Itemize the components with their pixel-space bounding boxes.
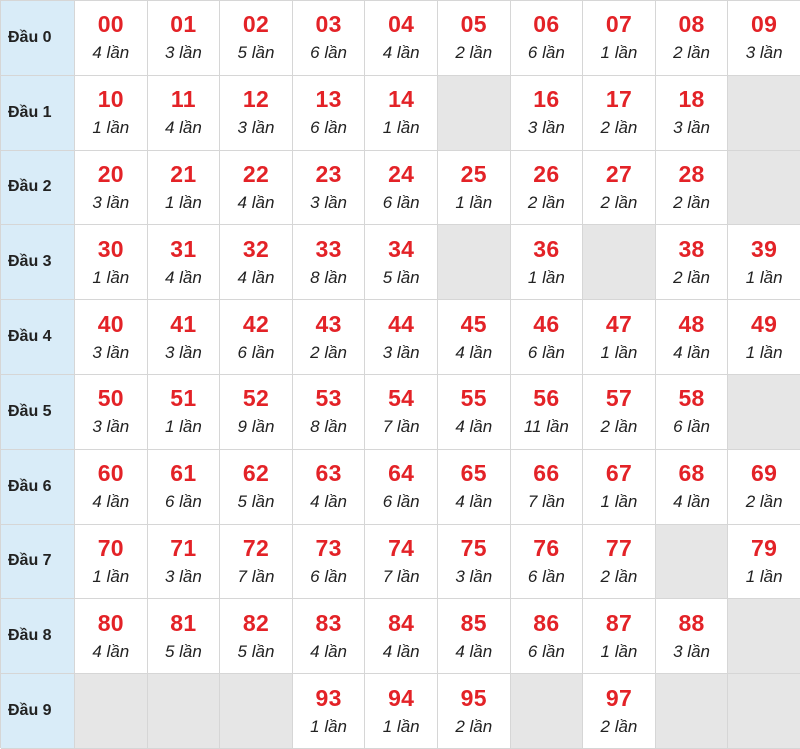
occurrence-count: 6 lần	[527, 342, 565, 362]
lottery-number: 13	[315, 86, 342, 113]
occurrence-count: 1 lần	[600, 43, 638, 63]
occurrence-count: 7 lần	[382, 417, 420, 437]
occurrence-count: 2 lần	[673, 267, 710, 287]
number-cell	[75, 450, 148, 525]
lottery-number: 73	[315, 534, 342, 561]
lottery-number: 31	[170, 235, 197, 262]
lottery-number: 17	[605, 86, 633, 113]
occurrence-count: 1 lần	[600, 641, 638, 661]
number-cell	[438, 450, 511, 525]
occurrence-count: 6 lần	[237, 342, 275, 362]
number-cell	[75, 76, 148, 151]
occurrence-count: 3 lần	[673, 641, 710, 661]
lottery-number: 32	[242, 235, 270, 262]
lottery-number: 97	[605, 684, 633, 711]
occurrence-count: 8 lần	[310, 267, 348, 287]
number-cell	[511, 450, 584, 525]
number-cell	[220, 599, 293, 674]
occurrence-count: 2 lần	[600, 566, 638, 586]
lottery-number: 27	[605, 160, 633, 187]
number-cell	[148, 151, 221, 226]
empty-cell	[728, 599, 800, 674]
number-cell	[148, 599, 221, 674]
lottery-number: 12	[242, 86, 270, 113]
number-cell	[583, 525, 656, 600]
empty-cell	[438, 225, 511, 300]
lottery-number: 83	[315, 609, 342, 636]
lottery-number: 65	[460, 460, 487, 487]
occurrence-count: 1 lần	[527, 267, 565, 287]
occurrence-count: 4 lần	[455, 342, 493, 362]
occurrence-count: 1 lần	[92, 118, 130, 138]
occurrence-count: 2 lần	[455, 43, 493, 63]
occurrence-count: 7 lần	[382, 566, 420, 586]
lottery-number: 79	[751, 534, 778, 561]
occurrence-count: 1 lần	[310, 716, 348, 736]
lottery-number: 56	[533, 385, 560, 412]
number-cell	[583, 599, 656, 674]
lottery-number: 34	[388, 235, 415, 262]
lottery-number: 21	[170, 160, 197, 187]
lottery-number: 14	[388, 86, 415, 113]
occurrence-count: 6 lần	[310, 566, 348, 586]
number-cell	[293, 375, 366, 450]
lottery-number: 85	[460, 609, 487, 636]
lottery-number: 18	[678, 86, 705, 113]
lottery-number: 11	[170, 86, 196, 113]
row-header: Đầu 6	[1, 450, 75, 525]
number-cell	[293, 225, 366, 300]
number-cell	[511, 375, 584, 450]
occurrence-count: 4 lần	[455, 492, 493, 512]
lottery-number: 72	[242, 534, 270, 561]
occurrence-count: 4 lần	[310, 641, 348, 661]
lottery-number: 61	[170, 460, 197, 487]
occurrence-count: 4 lần	[673, 342, 710, 362]
empty-cell	[438, 76, 511, 151]
occurrence-count: 4 lần	[92, 492, 130, 512]
lottery-number: 66	[533, 460, 560, 487]
number-cell	[365, 375, 438, 450]
lottery-number: 45	[460, 310, 487, 337]
number-cell	[438, 1, 511, 76]
number-cell	[220, 450, 293, 525]
lottery-number: 52	[242, 385, 270, 412]
number-cell	[438, 151, 511, 226]
lottery-number: 81	[170, 609, 197, 636]
number-cell	[220, 76, 293, 151]
number-cell	[75, 225, 148, 300]
lottery-number: 60	[97, 460, 124, 487]
occurrence-count: 2 lần	[455, 716, 493, 736]
lottery-number: 24	[388, 160, 415, 187]
row-header: Đầu 4	[1, 300, 75, 375]
occurrence-count: 1 lần	[745, 566, 783, 586]
number-cell	[656, 450, 729, 525]
lottery-number: 09	[751, 11, 778, 38]
number-cell	[438, 375, 511, 450]
occurrence-count: 4 lần	[455, 641, 493, 661]
number-cell	[365, 1, 438, 76]
lottery-number: 75	[460, 534, 487, 561]
occurrence-count: 3 lần	[92, 342, 130, 362]
row-header: Đầu 7	[1, 525, 75, 600]
number-cell	[583, 1, 656, 76]
number-cell	[583, 375, 656, 450]
number-cell	[511, 525, 584, 600]
empty-cell	[511, 674, 584, 749]
lottery-number: 67	[605, 460, 633, 487]
lottery-number: 43	[315, 310, 342, 337]
occurrence-count: 1 lần	[745, 267, 783, 287]
number-cell	[148, 375, 221, 450]
number-cell	[583, 76, 656, 151]
number-cell	[75, 151, 148, 226]
lottery-number: 53	[315, 385, 342, 412]
number-cell	[583, 151, 656, 226]
occurrence-count: 1 lần	[455, 192, 493, 212]
number-cell	[148, 225, 221, 300]
number-cell	[293, 525, 366, 600]
number-cell	[293, 599, 366, 674]
lottery-number: 10	[97, 86, 124, 113]
occurrence-count: 4 lần	[92, 641, 130, 661]
number-cell	[656, 151, 729, 226]
row-header: Đầu 5	[1, 375, 75, 450]
number-cell	[220, 225, 293, 300]
occurrence-count: 5 lần	[382, 267, 420, 287]
number-cell	[148, 525, 221, 600]
empty-cell	[75, 674, 148, 749]
occurrence-count: 6 lần	[382, 192, 420, 212]
occurrence-count: 2 lần	[745, 492, 783, 512]
number-cell	[438, 599, 511, 674]
lottery-number: 30	[97, 235, 124, 262]
lottery-number: 23	[315, 160, 342, 187]
lottery-number: 48	[678, 310, 705, 337]
row-header: Đầu 0	[1, 1, 75, 76]
occurrence-count: 5 lần	[237, 43, 275, 63]
number-cell	[656, 375, 729, 450]
occurrence-count: 4 lần	[164, 118, 202, 138]
number-cell	[438, 525, 511, 600]
number-cell	[511, 225, 584, 300]
lottery-number: 02	[242, 11, 270, 38]
number-cell	[365, 674, 438, 749]
lottery-number: 16	[533, 86, 560, 113]
lottery-number: 55	[460, 385, 487, 412]
row-header: Đầu 8	[1, 599, 75, 674]
lottery-number: 68	[678, 460, 705, 487]
occurrence-count: 6 lần	[310, 118, 348, 138]
number-cell	[365, 450, 438, 525]
lottery-number: 80	[97, 609, 124, 636]
lottery-number: 08	[678, 11, 705, 38]
number-cell	[148, 300, 221, 375]
number-cell	[728, 300, 800, 375]
number-cell	[220, 151, 293, 226]
occurrence-count: 6 lần	[527, 566, 565, 586]
number-cell	[656, 1, 729, 76]
number-cell	[656, 300, 729, 375]
occurrence-count: 3 lần	[745, 43, 783, 63]
occurrence-count: 1 lần	[600, 492, 638, 512]
lottery-number: 95	[460, 684, 487, 711]
occurrence-count: 3 lần	[237, 118, 275, 138]
number-cell	[438, 300, 511, 375]
occurrence-count: 1 lần	[600, 342, 638, 362]
occurrence-count: 3 lần	[673, 118, 710, 138]
lottery-number: 28	[678, 160, 705, 187]
occurrence-count: 3 lần	[527, 118, 565, 138]
number-cell	[583, 300, 656, 375]
occurrence-count: 3 lần	[92, 192, 130, 212]
empty-cell	[583, 225, 656, 300]
occurrence-count: 1 lần	[745, 342, 783, 362]
occurrence-count: 4 lần	[92, 43, 130, 63]
lottery-number: 69	[751, 460, 778, 487]
row-header: Đầu 3	[1, 225, 75, 300]
number-cell	[220, 525, 293, 600]
lottery-number: 36	[533, 235, 560, 262]
lottery-number: 77	[605, 534, 633, 561]
lottery-number: 04	[388, 11, 415, 38]
lottery-number: 93	[315, 684, 342, 711]
lottery-number: 01	[170, 11, 197, 38]
number-cell	[656, 599, 729, 674]
number-cell	[75, 300, 148, 375]
lottery-number: 74	[388, 534, 415, 561]
number-cell	[365, 76, 438, 151]
number-cell	[220, 375, 293, 450]
lottery-number: 82	[242, 609, 270, 636]
lottery-number: 40	[97, 310, 124, 337]
occurrence-count: 6 lần	[673, 417, 710, 437]
lottery-number: 42	[242, 310, 270, 337]
lottery-number: 41	[170, 310, 197, 337]
occurrence-count: 1 lần	[382, 716, 420, 736]
lottery-number: 49	[751, 310, 778, 337]
number-cell	[365, 525, 438, 600]
lottery-number: 22	[242, 160, 270, 187]
occurrence-count: 8 lần	[310, 417, 348, 437]
lottery-number: 58	[678, 385, 705, 412]
number-cell	[365, 225, 438, 300]
occurrence-count: 6 lần	[382, 492, 420, 512]
occurrence-count: 4 lần	[382, 43, 420, 63]
row-header: Đầu 9	[1, 674, 75, 749]
number-cell	[583, 450, 656, 525]
occurrence-count: 1 lần	[92, 267, 130, 287]
number-cell	[293, 151, 366, 226]
number-cell	[365, 599, 438, 674]
number-cell	[75, 599, 148, 674]
empty-cell	[728, 375, 800, 450]
number-cell	[293, 300, 366, 375]
lottery-number: 50	[97, 385, 124, 412]
occurrence-count: 3 lần	[164, 342, 202, 362]
number-cell	[511, 599, 584, 674]
lottery-number: 54	[388, 385, 415, 412]
occurrence-count: 6 lần	[527, 43, 565, 63]
lottery-number: 25	[460, 160, 487, 187]
occurrence-count: 4 lần	[382, 641, 420, 661]
occurrence-count: 3 lần	[455, 566, 493, 586]
lottery-number: 88	[678, 609, 705, 636]
lottery-number: 94	[388, 684, 415, 711]
number-cell	[220, 1, 293, 76]
number-cell	[728, 450, 800, 525]
number-cell	[511, 1, 584, 76]
number-cell	[293, 674, 366, 749]
lottery-number: 00	[97, 11, 124, 38]
empty-cell	[148, 674, 221, 749]
lottery-number: 57	[605, 385, 633, 412]
lottery-number: 20	[97, 160, 124, 187]
occurrence-count: 1 lần	[382, 118, 420, 138]
occurrence-count: 6 lần	[527, 641, 565, 661]
empty-cell	[728, 674, 800, 749]
number-cell	[365, 151, 438, 226]
occurrence-count: 4 lần	[310, 492, 348, 512]
lottery-number: 33	[315, 235, 342, 262]
lottery-number: 51	[170, 385, 197, 412]
occurrence-count: 2 lần	[600, 716, 638, 736]
lottery-number: 26	[533, 160, 560, 187]
number-cell	[293, 450, 366, 525]
lottery-number: 39	[751, 235, 778, 262]
number-cell	[293, 1, 366, 76]
lottery-number: 46	[533, 310, 560, 337]
occurrence-count: 5 lần	[164, 641, 202, 661]
occurrence-count: 4 lần	[237, 267, 275, 287]
occurrence-count: 4 lần	[164, 267, 202, 287]
occurrence-count: 3 lần	[164, 566, 202, 586]
occurrence-count: 2 lần	[673, 192, 710, 212]
number-cell	[75, 525, 148, 600]
number-cell	[656, 225, 729, 300]
row-header: Đầu 2	[1, 151, 75, 226]
lottery-number: 38	[678, 235, 705, 262]
occurrence-count: 2 lần	[600, 118, 638, 138]
number-cell	[293, 76, 366, 151]
lottery-number: 47	[605, 310, 633, 337]
occurrence-count: 7 lần	[527, 492, 565, 512]
occurrence-count: 1 lần	[164, 417, 202, 437]
empty-cell	[656, 674, 729, 749]
number-cell	[728, 525, 800, 600]
lottery-number: 03	[315, 11, 342, 38]
number-cell	[148, 450, 221, 525]
empty-cell	[728, 151, 800, 226]
number-cell	[728, 225, 800, 300]
empty-cell	[656, 525, 729, 600]
lottery-number: 87	[605, 609, 633, 636]
number-cell	[75, 1, 148, 76]
number-cell	[511, 76, 584, 151]
occurrence-count: 4 lần	[455, 417, 493, 437]
lottery-number: 63	[315, 460, 342, 487]
occurrence-count: 11 lần	[523, 417, 569, 437]
lottery-number: 06	[533, 11, 560, 38]
occurrence-count: 2 lần	[600, 192, 638, 212]
number-cell	[728, 1, 800, 76]
lottery-number: 86	[533, 609, 560, 636]
number-cell	[511, 151, 584, 226]
lottery-number: 44	[388, 310, 415, 337]
number-cell	[583, 674, 656, 749]
number-cell	[511, 300, 584, 375]
occurrence-count: 7 lần	[237, 566, 275, 586]
occurrence-count: 4 lần	[673, 492, 710, 512]
number-cell	[365, 300, 438, 375]
occurrence-count: 1 lần	[164, 192, 202, 212]
empty-cell	[220, 674, 293, 749]
number-cell	[148, 1, 221, 76]
occurrence-count: 2 lần	[310, 342, 348, 362]
occurrence-count: 2 lần	[673, 43, 710, 63]
lottery-number: 76	[533, 534, 560, 561]
number-cell	[438, 674, 511, 749]
lottery-number: 70	[97, 534, 124, 561]
lottery-number: 71	[170, 534, 197, 561]
lottery-number: 64	[388, 460, 415, 487]
lottery-number: 07	[605, 11, 633, 38]
occurrence-count: 3 lần	[310, 192, 348, 212]
occurrence-count: 3 lần	[164, 43, 202, 63]
lottery-number: 84	[388, 609, 415, 636]
lottery-number: 05	[460, 11, 487, 38]
occurrence-count: 2 lần	[527, 192, 565, 212]
number-cell	[656, 76, 729, 151]
occurrence-count: 5 lần	[237, 641, 275, 661]
occurrence-count: 5 lần	[237, 492, 275, 512]
occurrence-count: 3 lần	[382, 342, 420, 362]
occurrence-count: 1 lần	[92, 566, 130, 586]
occurrence-count: 9 lần	[237, 417, 275, 437]
lottery-number: 62	[242, 460, 270, 487]
occurrence-count: 6 lần	[310, 43, 348, 63]
occurrence-count: 3 lần	[92, 417, 130, 437]
occurrence-count: 4 lần	[237, 192, 275, 212]
number-cell	[148, 76, 221, 151]
number-cell	[75, 375, 148, 450]
empty-cell	[728, 76, 800, 151]
occurrence-count: 6 lần	[164, 492, 202, 512]
number-cell	[220, 300, 293, 375]
row-header: Đầu 1	[1, 76, 75, 151]
occurrence-count: 2 lần	[600, 417, 638, 437]
